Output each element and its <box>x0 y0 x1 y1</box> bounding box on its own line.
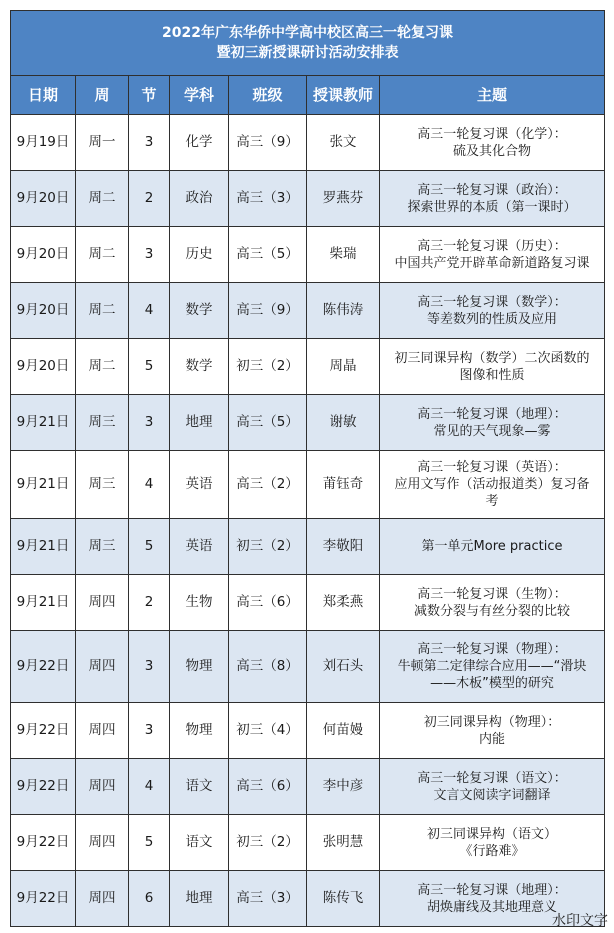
subject-cell: 物理 <box>170 703 229 759</box>
subject-cell: 数学 <box>170 283 229 339</box>
topic-line: 探索世界的本质（第一课时） <box>407 199 577 215</box>
date-cell: 9月20日 <box>11 171 76 227</box>
date-cell: 9月22日 <box>11 759 76 815</box>
period-cell: 3 <box>129 227 170 283</box>
weekday-cell: 周四 <box>76 871 129 927</box>
table-row <box>11 339 605 395</box>
topic-line: 高三一轮复习课（政治）： <box>417 182 567 198</box>
table-row <box>11 171 605 227</box>
teacher-cell: 郑柔燕 <box>307 575 380 631</box>
date-cell: 9月22日 <box>11 871 76 927</box>
teacher-cell: 陈传飞 <box>307 871 380 927</box>
teacher-cell: 李敬阳 <box>307 519 380 575</box>
date-cell: 9月19日 <box>11 115 76 171</box>
table-row <box>11 227 605 283</box>
topic-line: 第一单元More practice <box>421 539 563 554</box>
table-title <box>11 11 605 76</box>
column-header-period: 节 <box>129 76 170 115</box>
teacher-cell: 周晶 <box>307 339 380 395</box>
table-row <box>11 451 605 519</box>
weekday-cell: 周四 <box>76 631 129 703</box>
subject-cell: 物理 <box>170 631 229 703</box>
subject-cell: 语文 <box>170 759 229 815</box>
teacher-cell: 何苗嫚 <box>307 703 380 759</box>
topic-line: 牛顿第二定律综合应用——“滑块 <box>397 659 587 674</box>
topic-line: 高三一轮复习课（地理）： <box>417 882 567 898</box>
weekday-cell: 周三 <box>76 451 129 519</box>
schedule-container <box>10 10 604 927</box>
weekday-cell: 周四 <box>76 815 129 871</box>
topic-line: 常见的天气现象—雾 <box>433 423 551 439</box>
topic-line: 考 <box>485 494 499 509</box>
subject-cell: 语文 <box>170 815 229 871</box>
period-cell: 2 <box>129 171 170 227</box>
class-cell: 高三（2） <box>229 451 307 519</box>
table-row <box>11 115 605 171</box>
topic-line: 等差数列的性质及应用 <box>427 311 558 327</box>
period-cell: 6 <box>129 871 170 927</box>
topic-cell <box>380 395 605 451</box>
topic-cell <box>380 703 605 759</box>
teacher-cell: 谢敏 <box>307 395 380 451</box>
weekday-cell: 周二 <box>76 283 129 339</box>
table-row <box>11 759 605 815</box>
subject-cell: 地理 <box>170 871 229 927</box>
weekday-cell: 周四 <box>76 759 129 815</box>
date-cell: 9月21日 <box>11 395 76 451</box>
period-cell: 4 <box>129 451 170 519</box>
subject-cell: 政治 <box>170 171 229 227</box>
teacher-cell: 李中彦 <box>307 759 380 815</box>
class-cell: 高三（6） <box>229 575 307 631</box>
weekday-cell: 周四 <box>76 575 129 631</box>
topic-cell <box>380 227 605 283</box>
period-cell: 3 <box>129 631 170 703</box>
topic-line: 中国共产党开辟革命新道路复习课 <box>394 255 590 271</box>
topic-cell <box>380 115 605 171</box>
class-cell: 初三（2） <box>229 815 307 871</box>
topic-line: 减数分裂与有丝分裂的比较 <box>414 603 571 619</box>
schedule-body <box>11 115 605 927</box>
subject-cell: 生物 <box>170 575 229 631</box>
topic-cell <box>380 575 605 631</box>
column-header-date: 日期 <box>11 76 76 115</box>
topic-cell <box>380 339 605 395</box>
teacher-cell: 张文 <box>307 115 380 171</box>
class-cell: 初三（2） <box>229 519 307 575</box>
topic-line: 初三同课异构（物理）： <box>423 714 561 730</box>
topic-cell <box>380 171 605 227</box>
period-cell: 3 <box>129 115 170 171</box>
topic-line: 内能 <box>479 731 506 747</box>
weekday-cell: 周二 <box>76 227 129 283</box>
topic-line: 高三一轮复习课（物理）： <box>417 642 567 657</box>
column-header-teacher: 授课教师 <box>307 76 380 115</box>
period-cell: 4 <box>129 283 170 339</box>
teacher-cell: 莆钰奇 <box>307 451 380 519</box>
period-cell: 2 <box>129 575 170 631</box>
weekday-cell: 周三 <box>76 395 129 451</box>
date-cell: 9月20日 <box>11 283 76 339</box>
topic-line: 硫及其化合物 <box>453 143 532 159</box>
class-cell: 高三（9） <box>229 115 307 171</box>
date-cell: 9月22日 <box>11 815 76 871</box>
weekday-cell: 周四 <box>76 703 129 759</box>
date-cell: 9月22日 <box>11 631 76 703</box>
class-cell: 高三（5） <box>229 395 307 451</box>
subject-cell: 化学 <box>170 115 229 171</box>
period-cell: 5 <box>129 339 170 395</box>
table-row <box>11 575 605 631</box>
table-row <box>11 871 605 927</box>
period-cell: 4 <box>129 759 170 815</box>
topic-line: 初三同课异构（语文） <box>427 826 558 842</box>
date-cell: 9月21日 <box>11 575 76 631</box>
weekday-cell: 周二 <box>76 339 129 395</box>
column-header-topic: 主题 <box>380 76 605 115</box>
topic-line: 文言文阅读字词翻译 <box>433 787 551 803</box>
topic-line: 高三一轮复习课（地理）： <box>417 406 567 422</box>
period-cell: 3 <box>129 703 170 759</box>
teacher-cell: 罗燕芬 <box>307 171 380 227</box>
topic-line: 应用文写作（活动报道类）复习备 <box>394 477 590 492</box>
column-header-subject: 学科 <box>170 76 229 115</box>
date-cell: 9月21日 <box>11 451 76 519</box>
title-line-2: 暨初三新授课研讨活动安排表 <box>216 45 399 61</box>
class-cell: 高三（6） <box>229 759 307 815</box>
class-cell: 初三（2） <box>229 339 307 395</box>
date-cell: 9月20日 <box>11 339 76 395</box>
topic-cell <box>380 759 605 815</box>
class-cell: 高三（5） <box>229 227 307 283</box>
title-line-1: 2022年广东华侨中学高中校区高三一轮复习课 <box>162 25 453 41</box>
watermark-text: 水印文字 <box>552 913 608 929</box>
class-cell: 高三（8） <box>229 631 307 703</box>
topic-line: 图像和性质 <box>459 367 525 383</box>
period-cell: 5 <box>129 815 170 871</box>
topic-line: 高三一轮复习课（数学）： <box>417 294 567 310</box>
topic-cell <box>380 631 605 703</box>
teacher-cell: 张明慧 <box>307 815 380 871</box>
date-cell: 9月21日 <box>11 519 76 575</box>
subject-cell: 历史 <box>170 227 229 283</box>
table-row <box>11 815 605 871</box>
topic-line: 《行路难》 <box>459 843 525 859</box>
table-row <box>11 283 605 339</box>
subject-cell: 数学 <box>170 339 229 395</box>
date-cell: 9月20日 <box>11 227 76 283</box>
column-header-class: 班级 <box>229 76 307 115</box>
period-cell: 5 <box>129 519 170 575</box>
table-row <box>11 631 605 703</box>
class-cell: 初三（4） <box>229 703 307 759</box>
table-row <box>11 395 605 451</box>
weekday-cell: 周二 <box>76 171 129 227</box>
subject-cell: 地理 <box>170 395 229 451</box>
teacher-cell: 刘石头 <box>307 631 380 703</box>
subject-cell: 英语 <box>170 519 229 575</box>
topic-cell <box>380 283 605 339</box>
class-cell: 高三（9） <box>229 283 307 339</box>
class-cell: 高三（3） <box>229 871 307 927</box>
column-header-row <box>11 76 605 115</box>
topic-line: 高三一轮复习课（生物）： <box>417 586 567 602</box>
topic-line: 高三一轮复习课（历史）： <box>417 238 567 254</box>
table-row <box>11 519 605 575</box>
column-header-weekday: 周 <box>76 76 129 115</box>
weekday-cell: 周三 <box>76 519 129 575</box>
topic-cell <box>380 519 605 575</box>
topic-cell <box>380 815 605 871</box>
topic-line: 胡焕庸线及其地理意义 <box>427 899 558 915</box>
topic-line: 高三一轮复习课（语文）： <box>417 770 567 786</box>
class-cell: 高三（3） <box>229 171 307 227</box>
topic-line: 初三同课异构（数学）二次函数的 <box>394 350 590 366</box>
topic-cell <box>380 451 605 519</box>
table-row <box>11 703 605 759</box>
topic-line: 高三一轮复习课（化学）： <box>417 126 567 142</box>
teacher-cell: 柴瑞 <box>307 227 380 283</box>
weekday-cell: 周一 <box>76 115 129 171</box>
teacher-cell: 陈伟涛 <box>307 283 380 339</box>
topic-line: ——木板”模型的研究 <box>430 676 554 691</box>
period-cell: 3 <box>129 395 170 451</box>
topic-line: 高三一轮复习课（英语）： <box>417 460 567 475</box>
subject-cell: 英语 <box>170 451 229 519</box>
schedule-table <box>10 10 605 927</box>
date-cell: 9月22日 <box>11 703 76 759</box>
